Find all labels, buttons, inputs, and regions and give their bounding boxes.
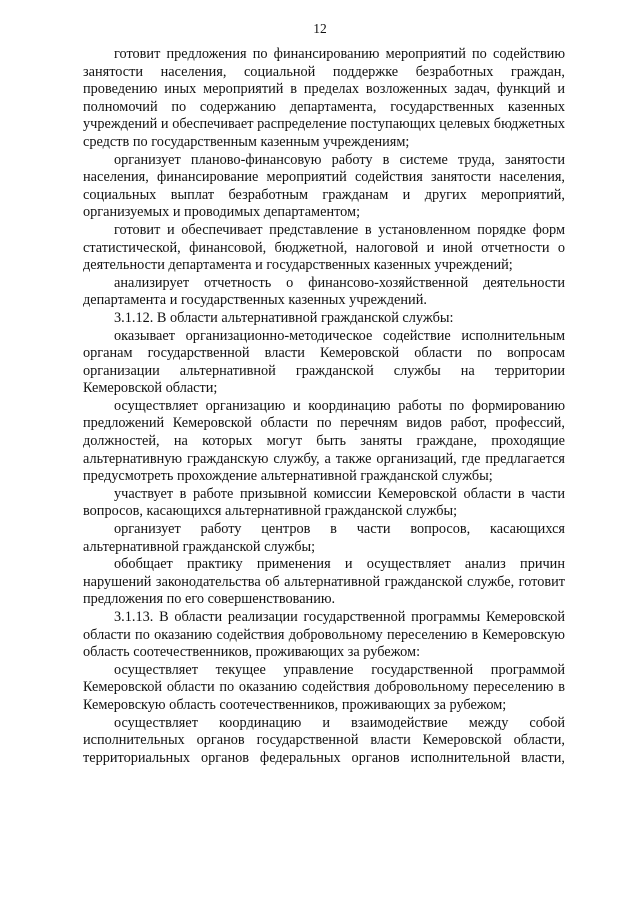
- paragraph: анализирует отчетность о финансово-хозяйственной деятельности департамента и государственных казенных учреждений.: [83, 274, 565, 309]
- paragraph: осуществляет координацию и взаимодействие между собой исполнительных органов государственной власти Кемеровской области, территориальных органов федеральных органов исполнительной власти,: [83, 714, 565, 766]
- paragraph: готовит и обеспечивает представление в установленном порядке форм статистической, финансовой, бюджетной, налоговой и иной отчетности о деятельности департамента и государственных казенных учреждений;: [83, 221, 565, 274]
- paragraph: осуществляет организацию и координацию работы по формированию предложений Кемеровской области по перечням видов работ, профессий, должностей, на которых могут быть заняты граждане, проходящие альтернативную гражданскую службу, а также организаций, где предлагается предусмотреть прохождение альтернативной гражданской службы;: [83, 397, 565, 485]
- document-body: [83, 46, 565, 767]
- paragraph: организует работу центров в части вопросов, касающихся альтернативной гражданской службы;: [83, 521, 565, 555]
- paragraph: обобщает практику применения и осуществляет анализ причин нарушений законодательства об альтернативной гражданской службе, готовит предложения по его совершенствованию.: [83, 556, 565, 608]
- paragraph: осуществляет текущее управление государственной программой Кемеровской области по оказанию содействия добровольному переселению в Кемеровскую область соотечественников, проживающих за рубежом;: [83, 661, 565, 713]
- section-heading: 3.1.13. В области реализации государственной программы Кемеровской области по оказанию содействия добровольному переселению в Кемеровскую область соотечественников, проживающих за рубежом:: [83, 609, 565, 661]
- paragraph: готовит предложения по финансированию мероприятий по содействию занятости населения, социальной поддержке безработных граждан, проведению иных мероприятий в пределах возложенных задач, функций и полномочий по содержанию департамента, государственных казенных учреждений и обеспечивает распределение поступающих целевых бюджетных средств по государственным казенным учреждениям;: [83, 46, 565, 150]
- paragraph: участвует в работе призывной комиссии Кемеровской области в части вопросов, касающихся альтернативной гражданской службы;: [83, 485, 565, 520]
- paragraph: оказывает организационно-методическое содействие исполнительным органам государственной власти Кемеровской области по вопросам организации альтернативной гражданской службы на территории Кемеровской области;: [83, 327, 565, 397]
- page-number: 12: [313, 21, 327, 36]
- paragraph: организует планово-финансовую работу в системе труда, занятости населения, финансирование мероприятий содействия занятости населения, социальных выплат безработным гражданам и других мероприятий, организуемых и проводимых департаментом;: [83, 151, 565, 221]
- section-heading: 3.1.12. В области альтернативной гражданской службы:: [114, 309, 454, 326]
